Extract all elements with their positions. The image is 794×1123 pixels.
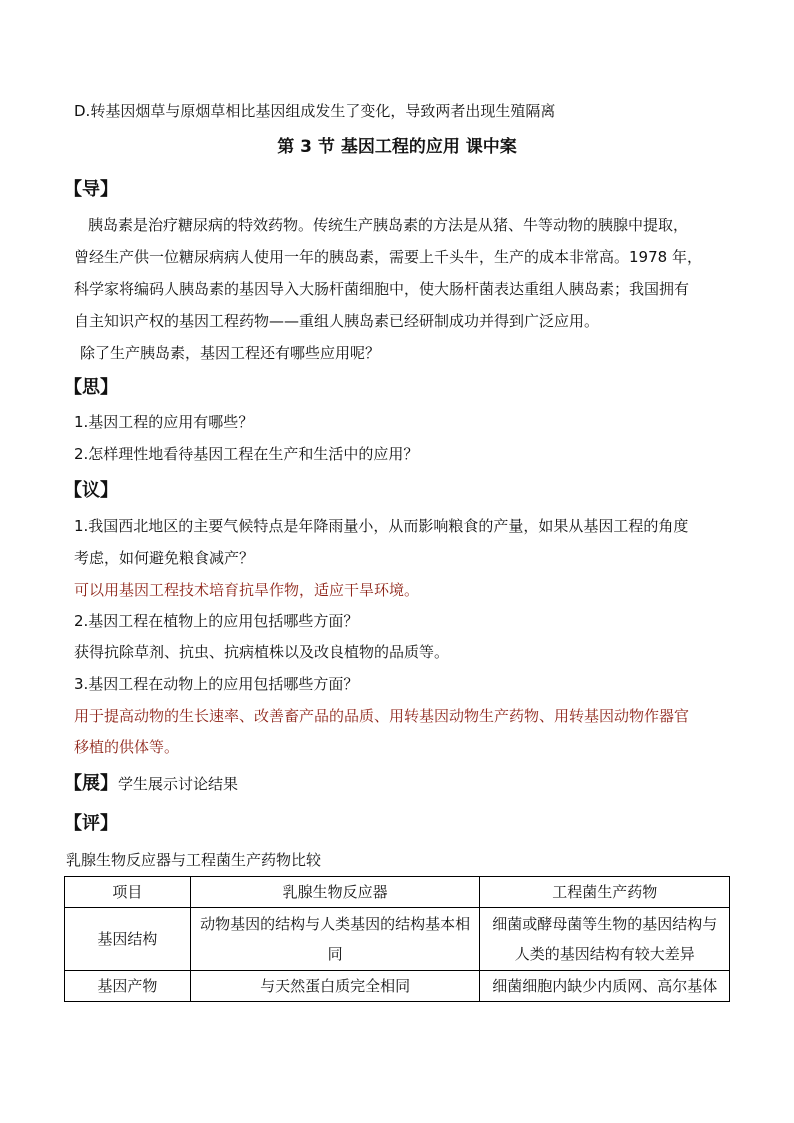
table-cell: 动物基因的结构与人类基因的结构基本相同 (190, 908, 480, 971)
section-heading-ping: 【评】 (64, 813, 118, 834)
si-question-2: 2.怎样理性地看待基因工程在生产和生活中的应用？ (74, 445, 419, 463)
comparison-table (64, 876, 730, 1002)
yi-question-2: 2.基因工程在植物上的应用包括哪些方面？ (74, 612, 359, 630)
yi-answer-3-cont: 移植的供体等。 (74, 738, 180, 756)
dao-paragraph-line: 科学家将编码人胰岛素的基因导入大肠杆菌细胞中，使大肠杆菌表达重组人胰岛素；我国拥有 (74, 280, 690, 298)
table-header-row (65, 877, 730, 908)
section-heading-dao: 【导】 (64, 179, 118, 200)
yi-answer-1: 可以用基因工程技术培育抗旱作物，适应干旱环境。 (74, 581, 420, 599)
table-cell: 与天然蛋白质完全相同 (190, 971, 480, 1002)
table-cell: 细菌或酵母菌等生物的基因结构与人类的基因结构有较大差异 (480, 908, 730, 971)
yi-question-3: 3.基因工程在动物上的应用包括哪些方面？ (74, 675, 359, 693)
yi-question-1: 1.我国西北地区的主要气候特点是年降雨量小，从而影响粮食的产量，如果从基因工程的角度 (74, 517, 689, 535)
table-row (65, 908, 730, 971)
dao-paragraph-line: 自主知识产权的基因工程药物——重组人胰岛素已经研制成功并得到广泛应用。 (74, 312, 600, 330)
table-caption: 乳腺生物反应器与工程菌生产药物比较 (66, 851, 322, 869)
section-zhan (64, 772, 238, 796)
yi-answer-2: 获得抗除草剂、抗虫、抗病植株以及改良植物的品质等。 (74, 643, 450, 661)
table-header-cell: 乳腺生物反应器 (190, 877, 480, 908)
dao-question-line: 除了生产胰岛素，基因工程还有哪些应用呢？ (80, 344, 381, 362)
table-cell: 基因结构 (65, 908, 191, 971)
dao-paragraph-line: 胰岛素是治疗糖尿病的特效药物。传统生产胰岛素的方法是从猪、牛等动物的胰腺中提取， (88, 216, 689, 234)
dao-paragraph-line: 曾经生产供一位糖尿病病人使用一年的胰岛素，需要上千头牛，生产的成本非常高。1978 年， (74, 248, 702, 266)
section-heading-yi: 【议】 (64, 480, 118, 501)
table-header-cell: 工程菌生产药物 (480, 877, 730, 908)
si-question-1: 1.基因工程的应用有哪些？ (74, 413, 254, 431)
table-row (65, 971, 730, 1002)
yi-question-1-cont: 考虑，如何避免粮食减产？ (74, 549, 255, 567)
table-header-cell: 项目 (65, 877, 191, 908)
zhan-text: 学生展示讨论结果 (118, 775, 239, 793)
option-d-line: D.转基因烟草与原烟草相比基因组成发生了变化，导致两者出现生殖隔离 (74, 102, 556, 120)
table-cell: 基因产物 (65, 971, 191, 1002)
table-cell: 细菌细胞内缺少内质网、高尔基体 (480, 971, 730, 1002)
page-title: 第 3 节 基因工程的应用 课中案 (277, 137, 517, 157)
yi-answer-3: 用于提高动物的生长速率、改善畜产品的品质、用转基因动物生产药物、用转基因动物作器官 (74, 707, 690, 725)
section-heading-zhan: 【展】 (64, 773, 118, 794)
section-heading-si: 【思】 (64, 377, 118, 398)
